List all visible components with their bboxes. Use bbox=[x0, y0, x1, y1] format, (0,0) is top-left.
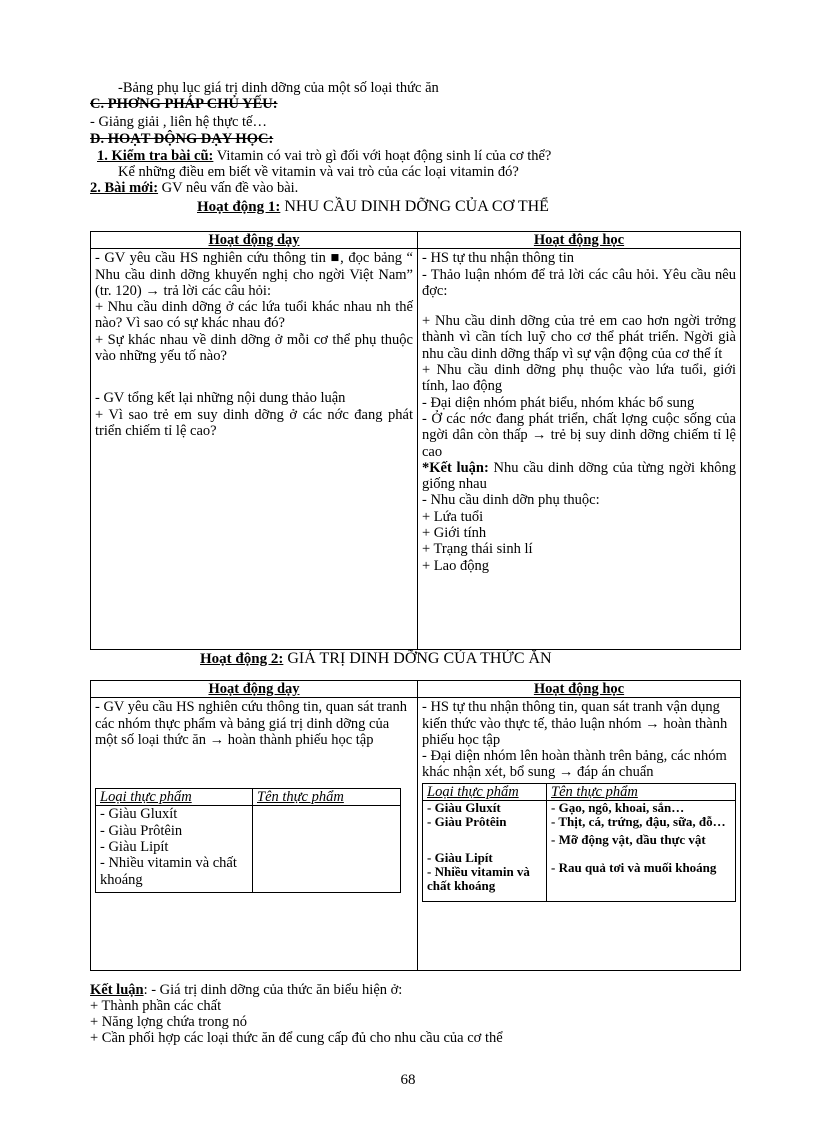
worksheet-type: - Giàu Prôtêin bbox=[100, 822, 183, 839]
activity1-title: NHU CẦU DINH DỠNG CỦA CƠ THỂ bbox=[284, 198, 549, 215]
activity1-col-teacher: Hoạt động dạy bbox=[91, 232, 418, 249]
answer-type: - Giàu Gluxít bbox=[427, 800, 501, 816]
worksheet-type: - Giàu Lipít bbox=[100, 839, 169, 856]
answer-type: - Giàu Prôtêin bbox=[427, 814, 507, 830]
final-line: + Năng lợng chứa trong nó bbox=[90, 1014, 247, 1030]
answer-food: - Rau quả tơi và muối khoáng bbox=[551, 860, 717, 876]
page-number: 68 bbox=[400, 1072, 416, 1088]
student-item: - HS tự thu nhận thông tin bbox=[422, 250, 575, 267]
activity2-heading bbox=[200, 650, 552, 668]
teacher-item: + Nhu cầu dinh dỡng ở các lứa tuổi khác nhau nh thế nào? Vì sao có sự khác nhau đó? bbox=[95, 299, 413, 332]
worksheet-table bbox=[95, 788, 401, 893]
activity1-label: Hoạt động 1: bbox=[197, 199, 281, 215]
activity1-teacher-cell bbox=[91, 249, 418, 650]
final-line: + Thành phần các chất bbox=[90, 998, 222, 1014]
old-lesson-label: 1. Kiểm tra bài cũ: bbox=[97, 148, 214, 164]
answer-type: - Nhiều vitamin và chất khoáng bbox=[427, 864, 530, 894]
old-lesson-question-2: Kể những điều em biết về vitamin và vai trò của các loại vitamin đó? bbox=[118, 164, 519, 180]
activity2-student-cell bbox=[418, 698, 741, 971]
final-line: + Cần phối hợp các loại thức ăn để cung cấp đủ cho nhu cầu của cơ thể bbox=[90, 1030, 503, 1046]
old-lesson-text: Vitamin có vai trò gì đối với hoạt động sinh lí của cơ thể? bbox=[216, 148, 552, 164]
conclusion-label: *Kết luận bbox=[422, 459, 484, 476]
section-d-heading: D. HOẠT ĐỘNG DẠY HỌC: bbox=[90, 131, 274, 147]
section-c-heading: C. PHƠNG PHÁP CHỦ YẾU: bbox=[90, 96, 278, 112]
student-item: + Giới tính bbox=[422, 525, 487, 542]
student-item: + Trạng thái sinh lí bbox=[422, 541, 533, 558]
student-item: - HS tự thu nhận thông tin, quan sát tranh vận dụng kiến thức vào thực tế, thảo luận nhóm → hoàn thành phiếu học tập bbox=[422, 699, 728, 748]
worksheet-empty-cell bbox=[253, 806, 401, 893]
activity1-table bbox=[90, 231, 741, 650]
answer-food: - Thịt, cá, trứng, đậu, sữa, đỗ… bbox=[551, 814, 726, 830]
activity2-col-teacher: Hoạt động dạy bbox=[91, 681, 418, 698]
student-item: - Đại diện nhóm phát biểu, nhóm khác bổ sung bbox=[422, 394, 695, 411]
final-conclusion-label: Kết luận bbox=[90, 982, 144, 998]
new-lesson-text: GV nêu vấn đề vào bài. bbox=[161, 180, 299, 196]
worksheet-col-name: Tên thực phẩm bbox=[253, 789, 401, 806]
activity1-col-student: Hoạt động học bbox=[418, 232, 741, 249]
activity2-title: GIÁ TRỊ DINH DỠNG CỦA THỨC ĂN bbox=[287, 650, 552, 667]
new-lesson bbox=[90, 180, 298, 196]
worksheet-type: - Nhiều vitamin và chất khoáng bbox=[100, 855, 237, 888]
worksheet-types bbox=[96, 806, 253, 893]
activity2-teacher-cell bbox=[91, 698, 418, 971]
teacher-item: + Sự khác nhau về dinh dỡng ở mỗi cơ thể phụ thuộc vào những yếu tố nào? bbox=[95, 331, 413, 365]
activity2-table bbox=[90, 680, 741, 971]
answer-food: - Gạo, ngô, khoai, sắn… bbox=[551, 800, 685, 816]
final-conclusion bbox=[90, 982, 402, 998]
old-lesson-question bbox=[97, 148, 551, 164]
answer-col-type: Loại thực phẩm bbox=[423, 783, 547, 800]
student-item: - Thảo luận nhóm để trả lời các câu hỏi. Yêu cầu nêu đợc: bbox=[422, 266, 736, 299]
activity1-student-cell bbox=[418, 249, 741, 650]
teacher-item: - GV yêu cầu HS nghiên cứu thông tin ■, đọc bảng “ Nhu cầu dinh dỡng khuyến nghị cho ngời Việt Nam” (tr. 120) → trả lời các câu hỏi: bbox=[95, 250, 413, 299]
answer-type: - Giàu Lipít bbox=[427, 850, 493, 866]
teacher-item: + Vì sao trẻ em suy dinh dỡng ở các nớc đang phát triển chiếm tỉ lệ cao? bbox=[95, 406, 413, 439]
student-item: + Nhu cầu dinh dỡng phụ thuộc vào lứa tuổi, giới tính, lao động bbox=[422, 362, 736, 395]
new-lesson-label: 2. Bài mới: bbox=[90, 180, 159, 196]
student-item: + Nhu cầu dinh dỡng của trẻ em cao hơn ngời trởng thành vì cần tích luỹ cho cơ thể phát triển. Ngời già nhu cầu dinh dỡng thấp vì sự vận động của cơ thể ít bbox=[422, 313, 736, 362]
activity2-col-student: Hoạt động học bbox=[418, 681, 741, 698]
teacher-item: - GV tổng kết lại những nội dung thảo luận bbox=[95, 390, 346, 407]
student-item: + Lứa tuổi bbox=[422, 508, 484, 525]
final-conclusion-text: : - Giá trị dinh dỡng của thức ăn biểu hiện ở: bbox=[143, 982, 403, 998]
activity2-label: Hoạt động 2: bbox=[200, 651, 284, 667]
answer-types bbox=[423, 801, 547, 902]
student-item: + Lao động bbox=[422, 557, 489, 574]
student-item: - Ở các nớc đang phát triển, chất lợng cuộc sống của ngời dân còn thấp → trẻ bị suy dinh dỡng chiếm tỉ lệ cao bbox=[422, 410, 736, 460]
answer-food: - Mỡ động vật, dầu thực vật bbox=[551, 832, 706, 848]
answer-foods bbox=[547, 801, 736, 902]
activity1-heading bbox=[197, 198, 549, 216]
header-line: -Bảng phụ lục giá trị dinh dỡng của một số loại thức ăn bbox=[118, 80, 439, 96]
teacher-text: - GV yêu cầu HS nghiên cứu thông tin, quan sát tranh các nhóm thực phẩm và bảng giá trị dinh dỡng của một số loại thức ăn → hoàn thành phiếu học tập bbox=[95, 699, 408, 748]
student-item: - Nhu cầu dinh dỡn phụ thuộc: bbox=[422, 492, 600, 509]
conclusion: *Kết luận: Nhu cầu dinh dỡng của từng ngời không giống nhau bbox=[422, 459, 736, 493]
worksheet-type: - Giàu Gluxít bbox=[100, 806, 178, 823]
section-c-text: - Giảng giải , liên hệ thực tế… bbox=[90, 114, 267, 130]
conclusion-text: Nhu cầu dinh dỡng của từng ngời không giống nhau bbox=[422, 459, 736, 493]
answer-col-name: Tên thực phẩm bbox=[547, 783, 736, 800]
answer-table bbox=[422, 783, 736, 902]
worksheet-col-type: Loại thực phẩm bbox=[96, 789, 253, 806]
student-item: - Đại diện nhóm lên hoàn thành trên bảng, các nhóm khác nhận xét, bổ sung → đáp án chuẩn bbox=[422, 748, 727, 781]
